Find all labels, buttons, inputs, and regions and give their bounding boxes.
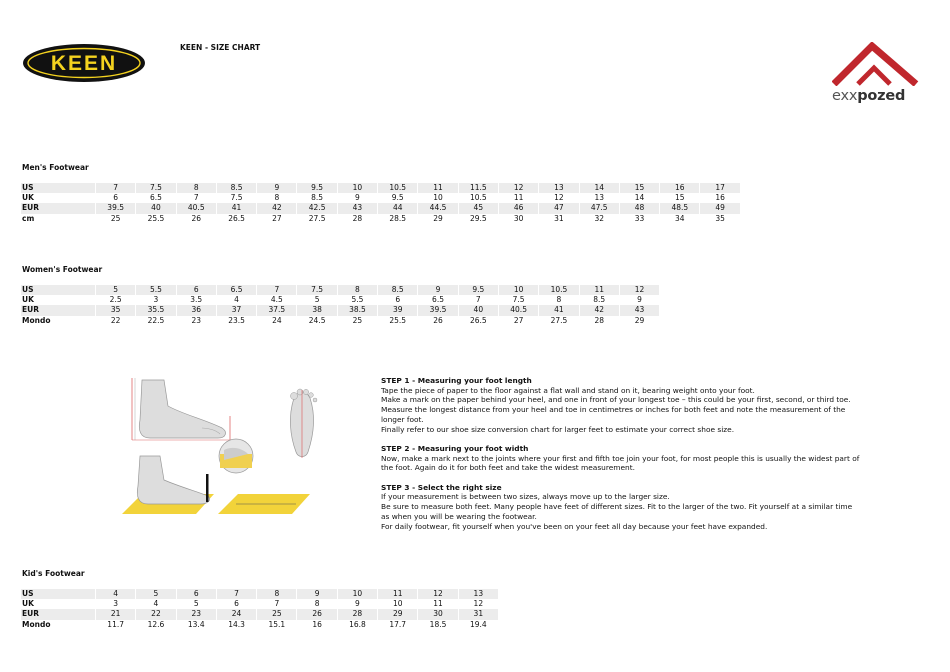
side-foot-figure — [132, 378, 232, 442]
size-cell: 15.1 — [268, 619, 286, 629]
size-cell: 11.7 — [107, 619, 124, 629]
step3-title: STEP 3 - Select the right size — [381, 482, 502, 492]
size-cell: 24 — [217, 609, 256, 619]
step2-line: the foot. Again do it for both feet and take the widest measurement. — [381, 463, 635, 473]
size-cell: 9 — [418, 285, 457, 295]
keen-logo — [22, 43, 146, 83]
size-cell: 7.5 — [297, 285, 336, 295]
mens-size-table — [20, 183, 741, 224]
size-cell: 7 — [217, 589, 256, 599]
size-cell: 37 — [217, 305, 256, 315]
step3-line: as when you will be wearing the footwear. — [381, 511, 537, 521]
size-cell: 29 — [634, 315, 645, 325]
size-cell: 10.5 — [469, 193, 487, 203]
step3-line: If your measurement is between two sizes, always move up to the larger size. — [381, 492, 670, 502]
size-cell: 5 — [136, 589, 175, 599]
size-cell: 9.5 — [459, 285, 498, 295]
size-cell: 7 — [193, 193, 199, 203]
size-cell: 11 — [513, 193, 524, 203]
size-cell: 16 — [312, 619, 322, 629]
size-cell: 11 — [378, 589, 417, 599]
size-cell: 26 — [433, 315, 443, 325]
size-cell: 10 — [499, 285, 538, 295]
size-cell: 40 — [136, 203, 175, 213]
size-cell: 7 — [475, 295, 481, 305]
size-row-us — [21, 183, 740, 193]
size-cell: 26.5 — [228, 213, 245, 223]
step3-line: Be sure to measure both feet. Many people have feet of different sizes. Fit to the larger of the two. Fit yourself at a similar time — [381, 502, 853, 512]
size-cell: 38.5 — [338, 305, 377, 315]
kids-size-table — [20, 589, 499, 630]
size-cell: 28 — [352, 213, 363, 223]
size-cell: 8 — [257, 589, 296, 599]
size-cell: 16 — [715, 193, 725, 203]
size-cell: 21 — [96, 609, 135, 619]
size-cell: 25 — [110, 213, 121, 223]
row-label: UK — [22, 599, 34, 609]
size-row-us — [21, 589, 498, 599]
size-cell: 4 — [96, 589, 135, 599]
size-cell: 9.5 — [391, 193, 404, 203]
size-cell: 8 — [556, 295, 562, 305]
size-cell: 17 — [700, 183, 739, 193]
size-cell: 41 — [217, 203, 256, 213]
size-cell: 16 — [660, 183, 699, 193]
size-cell: 4.5 — [270, 295, 283, 305]
size-cell: 9 — [355, 193, 360, 203]
keen-logo-text: KEEN — [50, 52, 118, 75]
size-cell: 18.5 — [429, 619, 447, 629]
size-cell: 33 — [634, 213, 645, 223]
step2-title: STEP 2 - Measuring your foot width — [381, 443, 529, 453]
size-cell: 9 — [257, 183, 296, 193]
size-cell: 7.5 — [512, 295, 525, 305]
size-cell: 7.5 — [136, 183, 175, 193]
size-cell: 8 — [274, 193, 280, 203]
page-title: KEEN - SIZE CHART — [180, 43, 261, 52]
size-cell: 49 — [700, 203, 739, 213]
size-cell: 5.5 — [136, 285, 175, 295]
size-cell: 26.5 — [469, 315, 487, 325]
size-cell: 7 — [274, 599, 280, 609]
size-cell: 4 — [234, 295, 239, 305]
size-cell: 10.5 — [378, 183, 417, 193]
size-cell: 47 — [539, 203, 578, 213]
size-row-mondo — [21, 620, 498, 630]
size-row-uk — [21, 599, 498, 609]
step1-title: STEP 1 - Measuring your foot length — [381, 376, 532, 385]
size-cell: 6 — [177, 285, 216, 295]
size-cell: 13 — [539, 183, 578, 193]
row-label: EUR — [21, 203, 95, 213]
size-cell: 39 — [378, 305, 417, 315]
size-cell: 25.5 — [147, 213, 165, 223]
size-cell: 6.5 — [432, 295, 444, 305]
row-label: US — [21, 183, 95, 193]
step2-line: Now, make a mark next to the joints where your first and fifth toe join your foot, for most people this is usually the widest part of — [381, 453, 860, 463]
size-cell: 8.5 — [217, 183, 256, 193]
size-cell: 12 — [418, 589, 457, 599]
size-cell: 40.5 — [499, 305, 538, 315]
row-label: UK — [22, 193, 34, 203]
size-cell: 28.5 — [389, 213, 407, 223]
size-cell: 35 — [96, 305, 135, 315]
size-cell: 22.5 — [147, 315, 165, 325]
size-row-mondo — [21, 316, 659, 326]
row-label: Mondo — [22, 619, 51, 629]
size-cell: 26 — [191, 213, 202, 223]
step1-line: Tape the piece of paper to the floor against a flat wall and stand on it, bearing weight onto your foot. — [381, 385, 755, 395]
size-cell: 27 — [513, 315, 524, 325]
size-cell: 24.5 — [308, 315, 326, 325]
step1-line: longer foot. — [381, 414, 424, 424]
row-label: US — [21, 285, 95, 295]
size-cell: 15 — [620, 183, 659, 193]
size-cell: 16.8 — [349, 619, 366, 629]
size-cell: 42.5 — [297, 203, 336, 213]
size-cell: 3.5 — [190, 295, 203, 305]
row-label: EUR — [21, 305, 95, 315]
size-cell: 5.5 — [351, 295, 364, 305]
size-cell: 8.5 — [593, 295, 606, 305]
size-cell: 35.5 — [136, 305, 175, 315]
size-cell: 10.5 — [539, 285, 578, 295]
step1-line: Finally refer to our shoe size conversion chart for larger feet to estimate your correct shoe size. — [381, 424, 735, 434]
size-cell: 19.4 — [469, 619, 487, 629]
row-label: Mondo — [22, 315, 51, 325]
size-cell: 8 — [314, 599, 320, 609]
size-cell: 5 — [314, 295, 320, 305]
size-cell: 10 — [338, 183, 377, 193]
size-cell: 32 — [594, 213, 604, 223]
size-cell: 29.5 — [469, 213, 487, 223]
exxpozed-logo — [832, 42, 924, 108]
size-cell: 30 — [513, 213, 524, 223]
size-row-eur — [21, 609, 498, 619]
size-cell: 44.5 — [418, 203, 457, 213]
size-cell: 12 — [499, 183, 538, 193]
size-cell: 13 — [459, 589, 498, 599]
size-cell: 13 — [594, 193, 604, 203]
size-cell: 42 — [257, 203, 296, 213]
size-cell: 10 — [433, 193, 443, 203]
size-cell: 6 — [113, 193, 119, 203]
size-cell: 7 — [96, 183, 135, 193]
size-cell: 8.5 — [311, 193, 324, 203]
size-cell: 22 — [110, 315, 121, 325]
size-cell: 47.5 — [580, 203, 619, 213]
size-cell: 9 — [297, 589, 336, 599]
size-cell: 13.4 — [187, 619, 205, 629]
size-cell: 39.5 — [96, 203, 135, 213]
size-cell: 11 — [580, 285, 619, 295]
size-cell: 12 — [473, 599, 484, 609]
size-cell: 28 — [594, 315, 604, 325]
size-cell: 5 — [96, 285, 135, 295]
size-cell: 8.5 — [378, 285, 417, 295]
size-cell: 31 — [554, 213, 564, 223]
size-cell: 9 — [637, 295, 642, 305]
size-cell: 23 — [191, 315, 202, 325]
foot-sole-figure — [290, 389, 317, 458]
size-cell: 48 — [620, 203, 659, 213]
size-cell: 45 — [459, 203, 498, 213]
womens-size-table — [20, 285, 660, 326]
size-cell: 3 — [113, 599, 119, 609]
size-cell: 30 — [418, 609, 457, 619]
size-cell: 12.6 — [147, 619, 165, 629]
size-cell: 38 — [297, 305, 336, 315]
size-cell: 11 — [418, 183, 457, 193]
kids-title: Kid's Footwear — [22, 569, 85, 578]
size-cell: 8 — [338, 285, 377, 295]
size-cell: 6.5 — [217, 285, 256, 295]
size-cell: 11.5 — [459, 183, 498, 193]
step1-line: Make a mark on the paper behind your heel, and one in front of your longest toe – this could be your first, second, or third toe. — [381, 395, 851, 405]
size-cell: 48.5 — [660, 203, 699, 213]
size-cell: 9.5 — [297, 183, 336, 193]
size-cell: 17.7 — [389, 619, 407, 629]
size-row-cm — [21, 214, 740, 224]
size-cell: 27.5 — [308, 213, 326, 223]
size-cell: 5 — [193, 599, 199, 609]
size-cell: 27.5 — [550, 315, 568, 325]
size-cell: 4 — [153, 599, 159, 609]
size-cell: 15 — [675, 193, 685, 203]
size-row-us — [21, 285, 659, 295]
row-label: cm — [22, 213, 35, 223]
size-row-uk — [21, 295, 659, 305]
size-cell: 25 — [352, 315, 363, 325]
size-cell: 8 — [177, 183, 216, 193]
size-cell: 3 — [153, 295, 159, 305]
size-cell: 11 — [433, 599, 443, 609]
size-cell: 12 — [620, 285, 659, 295]
size-cell: 6.5 — [149, 193, 162, 203]
size-cell: 40.5 — [177, 203, 216, 213]
step3-line: For daily footwear, fit yourself when you've been on your feet all day because your feet have expanded. — [381, 521, 768, 531]
row-label: UK — [22, 295, 34, 305]
size-row-eur — [21, 305, 659, 315]
size-cell: 40 — [459, 305, 498, 315]
size-row-eur — [21, 203, 740, 213]
roof-icon — [832, 42, 924, 86]
mens-title: Men's Footwear — [22, 163, 89, 172]
size-cell: 24 — [272, 315, 282, 325]
size-cell: 43 — [338, 203, 377, 213]
size-cell: 31 — [459, 609, 498, 619]
size-cell: 25.5 — [389, 315, 407, 325]
size-cell: 10 — [338, 589, 377, 599]
size-row-uk — [21, 193, 740, 203]
size-cell: 14 — [580, 183, 619, 193]
size-cell: 37.5 — [257, 305, 296, 315]
size-cell: 14.3 — [228, 619, 245, 629]
size-cell: 2.5 — [109, 295, 122, 305]
size-cell: 9 — [355, 599, 360, 609]
size-cell: 23 — [177, 609, 216, 619]
size-cell: 6 — [234, 599, 239, 609]
size-cell: 22 — [136, 609, 175, 619]
measuring-instructions — [381, 376, 871, 531]
size-cell: 27 — [272, 213, 282, 223]
size-cell: 36 — [177, 305, 216, 315]
size-cell: 41 — [539, 305, 578, 315]
size-cell: 29 — [433, 213, 443, 223]
size-cell: 35 — [715, 213, 725, 223]
size-cell: 39.5 — [418, 305, 457, 315]
size-cell: 7 — [257, 285, 296, 295]
step1-line: Measure the longest distance from your heel and toe in centimetres or inches for both feet and note the measurement of the — [381, 405, 846, 415]
size-cell: 44 — [378, 203, 417, 213]
size-cell: 12 — [554, 193, 564, 203]
size-cell: 46 — [499, 203, 538, 213]
size-cell: 7.5 — [230, 193, 243, 203]
size-cell: 6 — [395, 295, 401, 305]
foot-measuring-illustration — [120, 376, 332, 518]
size-cell: 6 — [177, 589, 216, 599]
womens-title: Women's Footwear — [22, 265, 103, 274]
size-cell: 25 — [257, 609, 296, 619]
row-label: EUR — [21, 609, 95, 619]
size-cell: 26 — [297, 609, 336, 619]
row-label: US — [21, 589, 95, 599]
size-cell: 28 — [338, 609, 377, 619]
size-cell: 43 — [620, 305, 659, 315]
exxpozed-wordmark: exxpozed — [832, 88, 906, 104]
paper-with-foot-figure — [122, 456, 310, 514]
size-cell: 29 — [378, 609, 417, 619]
size-cell: 14 — [634, 193, 645, 203]
size-cell: 34 — [675, 213, 685, 223]
toe-detail-figure — [219, 439, 253, 473]
size-cell: 23.5 — [228, 315, 245, 325]
size-cell: 42 — [580, 305, 619, 315]
size-cell: 10 — [392, 599, 403, 609]
